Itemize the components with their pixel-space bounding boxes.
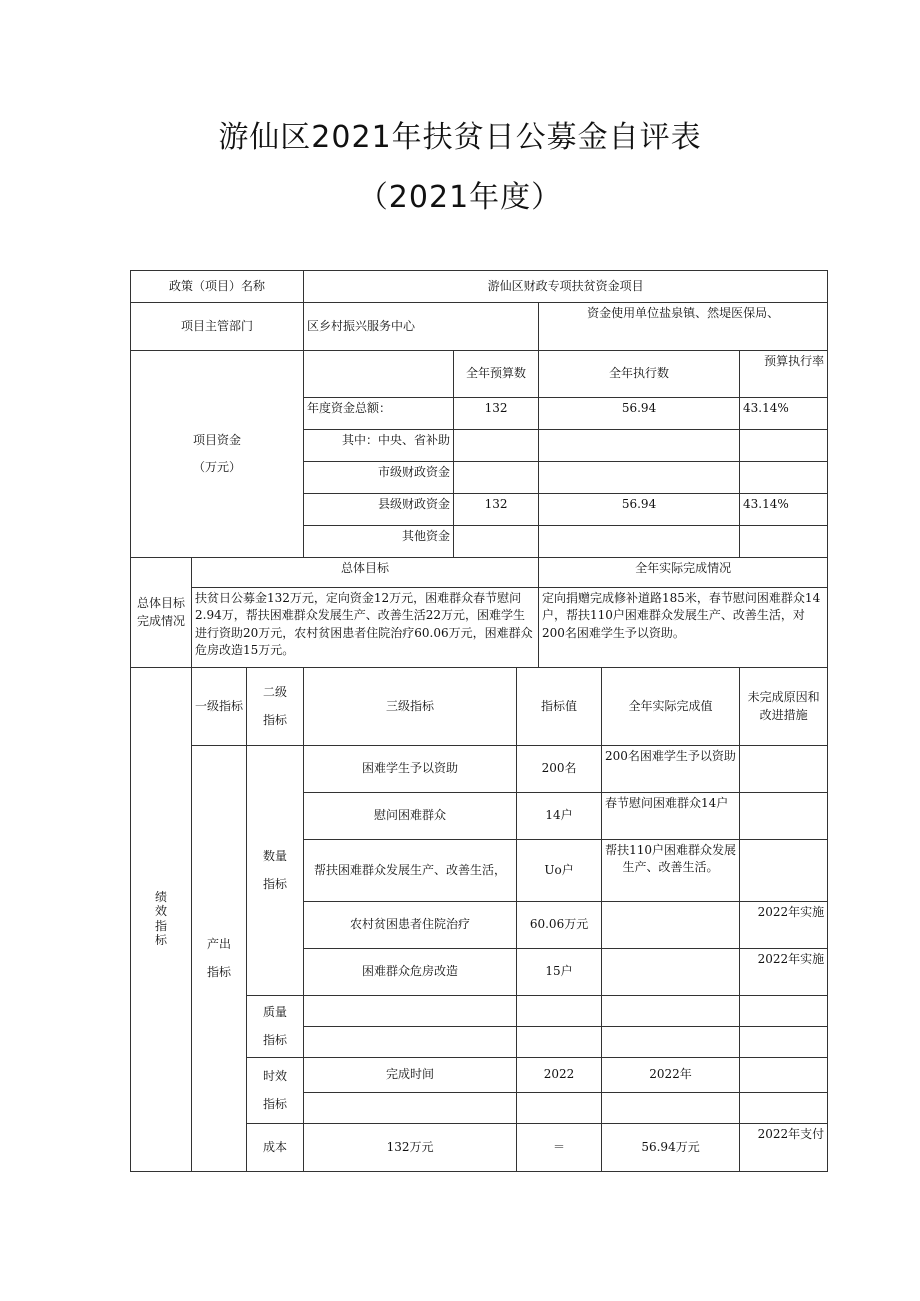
metric-name: 帮扶困难群众发展生产、改善生活， bbox=[304, 840, 517, 902]
metric-name: 完成时间 bbox=[304, 1058, 517, 1093]
fund-budget bbox=[454, 430, 539, 462]
overall-goal-header: 总体目标 bbox=[192, 558, 539, 588]
overall-label: 总体目标完成情况 bbox=[131, 558, 192, 668]
qty-a: 数量 bbox=[263, 849, 288, 864]
quality-b: 指标 bbox=[263, 1032, 288, 1047]
time-a: 时效 bbox=[263, 1069, 288, 1084]
metric-reason: 2022年实施 bbox=[740, 949, 828, 996]
fund-rate bbox=[740, 526, 828, 558]
metric-actual bbox=[602, 902, 740, 949]
funds-header-blank bbox=[304, 351, 454, 398]
output-b: 指标 bbox=[206, 964, 231, 979]
funds-label-cell bbox=[131, 351, 304, 558]
fund-exec: 56.94 bbox=[539, 398, 740, 430]
cost-label: 成本 bbox=[247, 1124, 304, 1172]
metric-actual: 春节慰问困难群众14户 bbox=[602, 793, 740, 840]
output-cell bbox=[192, 746, 247, 1172]
metric-value: 200名 bbox=[517, 746, 602, 793]
h-value: 指标值 bbox=[517, 668, 602, 746]
overall-goal-text: 扶贫日公募金132万元，定向资金12万元，困难群众春节慰问2.94万，帮扶困难群众发展生产、改善生活22万元，困难学生进行资助20万元，农村贫困患者住院治疗60.06万元，困难群众危房改造15万元。 bbox=[192, 588, 539, 668]
metric-value: ＝ bbox=[517, 1124, 602, 1172]
metric-name: 农村贫困患者住院治疗 bbox=[304, 902, 517, 949]
fund-rate bbox=[740, 430, 828, 462]
project-name-label: 政策（项目）名称 bbox=[131, 271, 304, 303]
time-cell bbox=[247, 1058, 304, 1124]
metric-reason: 2022年支付 bbox=[740, 1124, 828, 1172]
col-rate: 预算执行率 bbox=[740, 351, 828, 398]
h-level2-cell bbox=[247, 668, 304, 746]
metric-reason bbox=[740, 746, 828, 793]
project-name-value: 游仙区财政专项扶贫资金项目 bbox=[304, 271, 828, 303]
metric-value: 60.06万元 bbox=[517, 902, 602, 949]
perf-label-cell bbox=[131, 668, 192, 1172]
overall-actual-text: 定向捐赠完成修补道路185米，春节慰问困难群众14户，帮扶110户困难群众发展生产、改善生活，对200名困难学生予以资助。 bbox=[539, 588, 828, 668]
fund-exec: 56.94 bbox=[539, 494, 740, 526]
fund-name: 年度资金总额： bbox=[304, 398, 454, 430]
fund-budget: 132 bbox=[454, 494, 539, 526]
perf-label: 绩效指标 bbox=[155, 889, 168, 947]
fund-budget bbox=[454, 462, 539, 494]
perf-row bbox=[131, 746, 828, 793]
metric-reason bbox=[740, 793, 828, 840]
metric-actual: 56.94万元 bbox=[602, 1124, 740, 1172]
output-a: 产出 bbox=[206, 937, 231, 952]
h-level1: 一级指标 bbox=[192, 668, 247, 746]
qty-cell bbox=[247, 746, 304, 996]
fund-unit-value: 资金使用单位盐泉镇、然堤医保局、 bbox=[539, 303, 828, 351]
col-budget: 全年预算数 bbox=[454, 351, 539, 398]
col-exec: 全年执行数 bbox=[539, 351, 740, 398]
dept-value: 区乡村振兴服务中心 bbox=[304, 303, 539, 351]
metric-name: 困难群众危房改造 bbox=[304, 949, 517, 996]
fund-budget: 132 bbox=[454, 398, 539, 430]
quality-cell bbox=[247, 996, 304, 1058]
metric-actual: 2022年 bbox=[602, 1058, 740, 1093]
metric-reason bbox=[740, 840, 828, 902]
metric-value: Uo户 bbox=[517, 840, 602, 902]
fund-exec bbox=[539, 430, 740, 462]
evaluation-table bbox=[130, 270, 828, 1172]
quality-a: 质量 bbox=[263, 1005, 288, 1020]
time-b: 指标 bbox=[263, 1096, 288, 1111]
metric-name: 132万元 bbox=[304, 1124, 517, 1172]
metric-name: 困难学生予以资助 bbox=[304, 746, 517, 793]
dept-label: 项目主管部门 bbox=[131, 303, 304, 351]
metric-value: 14户 bbox=[517, 793, 602, 840]
metric-value: 15户 bbox=[517, 949, 602, 996]
metric-reason: 2022年实施 bbox=[740, 902, 828, 949]
page-title: 游仙区2021年扶贫日公募金自评表 bbox=[218, 120, 702, 155]
h-level2-a: 二级 bbox=[263, 685, 288, 700]
h-level2-b: 指标 bbox=[263, 712, 288, 727]
fund-name: 市级财政资金 bbox=[304, 462, 454, 494]
fund-exec bbox=[539, 462, 740, 494]
fund-rate: 43.14% bbox=[740, 494, 828, 526]
fund-name: 其他资金 bbox=[304, 526, 454, 558]
metric-name: 慰问困难群众 bbox=[304, 793, 517, 840]
h-reason: 未完成原因和改进措施 bbox=[740, 668, 828, 746]
fund-rate: 43.14% bbox=[740, 398, 828, 430]
metric-actual: 200名困难学生予以资助 bbox=[602, 746, 740, 793]
funds-unit: （万元） bbox=[193, 460, 242, 474]
h-level3: 三级指标 bbox=[304, 668, 517, 746]
funds-label: 项目资金 bbox=[193, 432, 242, 447]
page-subtitle: （2021年度） bbox=[357, 180, 563, 215]
metric-actual bbox=[602, 949, 740, 996]
metric-actual: 帮扶110户困难群众发展生产、改善生活。 bbox=[602, 840, 740, 902]
metric-reason bbox=[740, 1058, 828, 1093]
qty-b: 指标 bbox=[263, 876, 288, 891]
overall-actual-header: 全年实际完成情况 bbox=[539, 558, 828, 588]
fund-rate bbox=[740, 462, 828, 494]
fund-exec bbox=[539, 526, 740, 558]
fund-name: 县级财政资金 bbox=[304, 494, 454, 526]
fund-budget bbox=[454, 526, 539, 558]
h-actual: 全年实际完成值 bbox=[602, 668, 740, 746]
metric-value: 2022 bbox=[517, 1058, 602, 1093]
fund-name: 其中：中央、省补助 bbox=[304, 430, 454, 462]
